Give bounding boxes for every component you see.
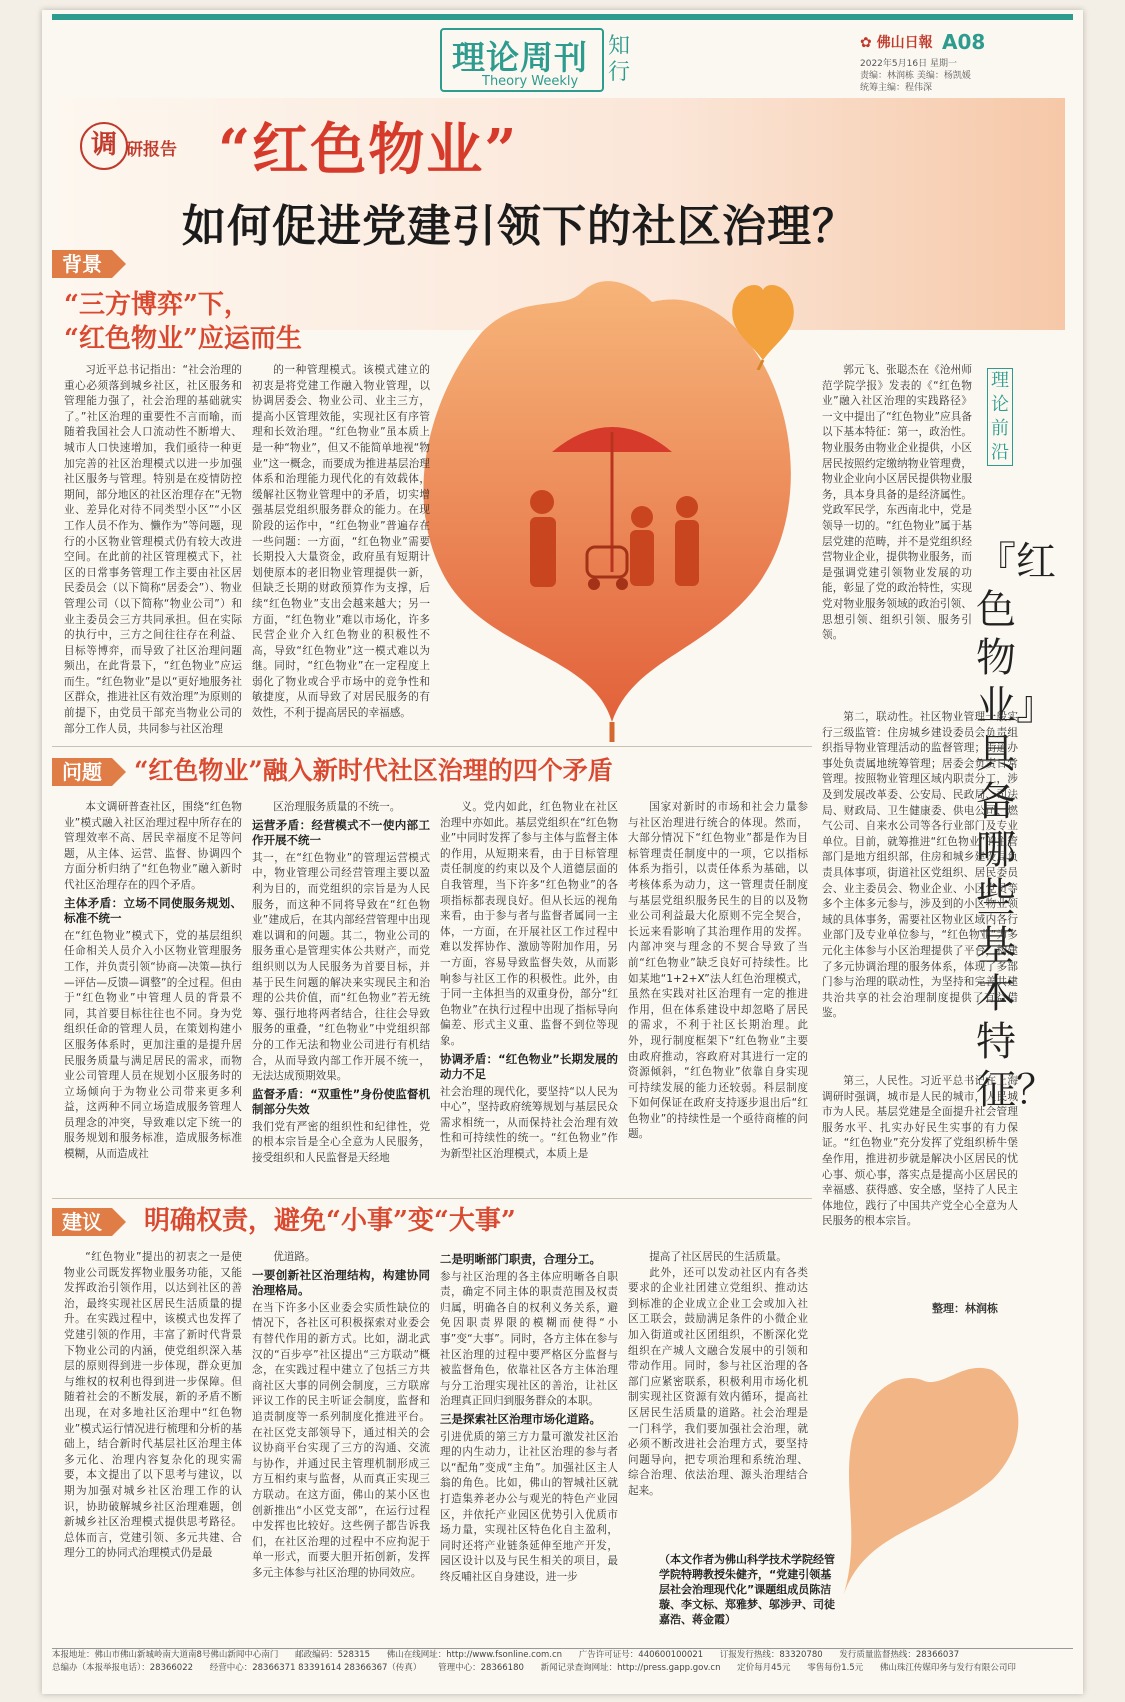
headline-sub: 如何促进党建引领下的社区治理？: [182, 201, 857, 252]
section-tag-background: 背景: [52, 250, 112, 278]
section3-column-1: “红色物业”提出的初衷之一是使物业公司既发挥物业服务功能，又能发挥政治引领作用，以达到社区的善治，最终实现社区居民生活质量的提升。在实践过程中，该模式也发挥了党建引领的作用，丰富了新时代背景下物业公司的内涵，使党组织深入基层的原则得到进一步体现，群众更加与维权的权利也得到进一步保障。但随着社会的不断发展，新的矛盾不断出现，在对多地社区治理中“红色物业”模式运行情况进行梳理和分析的基础上，结合新时代基层社区治理主体多元化、治理内容复杂化的现实需要，本文提出了以下思考与建议，以期为加强对城乡社区治理工作的认识，协助破解城乡社区治理难题，创新城乡社区治理模式提供思考路径。总体而言，党建引领、多元共建、合理分工的协同式治理模式仍是最: [64, 1251, 242, 1560]
section2-col2-body2: 我们党有严密的组织性和纪律性，党的根本宗旨是全心全意为人民服务，接受组织和人民监督是天经地: [252, 1120, 430, 1165]
footer-postcode: 邮政编码：528315: [295, 1650, 371, 1660]
headline-main: “红色物业”: [218, 117, 519, 183]
section1-column-2: 的一种管理模式。该模式建立的初衷是将党建工作融入物业管理，以协调居委会、物业公司、业主三方，提高小区管理效能，实现社区有序管理和长效治理。“红色物业”虽本质上是一种“物业”，但又不能简单地视“物业”这一概念，而要成为推进基层治理体系和治理能力现代化的有效载体，缓解社区物业管理中的矛盾，切实增强基层党组织服务群众的能力。在现阶段的运作中，“红色物业”普遍存在一些问题：一方面，“红色物业”需要长期投入大量资金，政府虽有短期计划使原本的老旧物业管理提供一新，但缺乏长期的财政预算作为支撑，后续“红色物业”支出会越来越大；另一方面，“红色物业”难以市场化，许多民营企业介入红色物业的积极性不高，导致“红色物业”这一模式难以为继。同时，“红色物业”在一定程度上弱化了物业或合乎市场中的竞争性和敏捷度，从而导致了对居民服务的有效性，不利于提高居民的幸福感。: [252, 364, 430, 720]
section3-col4-body: 此外，还可以发动社区内有各类要求的企业社团建立党组织、推动达到标准的企业成立企业工会或加入社区工联会，鼓励满足条件的小微企业加入街道或社区团组织，不断深化党组织在产城人文融合发展中的引领和带动作用。同时，参与社区治理的各部门应紧密联系，积极利用市场化机制实现社区资源有效内循环，提高社区居民生活质量的道路。社会治理是一门科学，我们要加强社会治理，就必须不断改进社会治理方式，要坚持问题导向，把专项治理和系统治理、综合治理、依法治理、源头治理结合起来。: [628, 1266, 808, 1497]
sidebar-text-2: 第二，联动性。社区物业管理一般实行三级监管：住房城乡建设委员会负责组织指导物业管理活动的监督管理；街道办事处负责属地统筹管理；居委会负责日常管理。按照物业管理区域内职责分工，涉及到发展改革委、公安局、民政局、司法局、财政局、卫生健康委、供电公司、燃气公司、自来水公司等各行业部门及专业单位。目前，就筹推进“红色物业”的主管部门是地方组织部，住房和城乡建设局负责具体事项，街道社区党组织、居民委员会、业主委员会、物业企业、小区党员等多个主体多元参与，涉及到的小区物业领域的具体事务，需要社区物业区域内各行业部门及专业单位参与，“红色物业”为多元化主体参与小区治理提供了平台，构建了多元协调治理的服务体系，体现了多部门参与治理的联动性，为坚持和完善共建共治共享的社会治理制度提供了有益借鉴。: [822, 711, 1018, 1020]
section3-col4-intro: 提高了社区居民的生活质量。: [649, 1251, 787, 1263]
small-ginkgo-leaf-icon: [728, 280, 798, 370]
section3-col2-body: 在当下许多小区业委会实质性缺位的情况下，各社区可积极探索对业委会有替代作用的新方式。比如，湖北武汉的“百步亭”社区提出“三方联动”概念，在实践过程中建立了包括三方共商社区大事的同例会制度，三方联席评议工作的民主听证会制度，监督和追责制度等一系列制度化推进平台。在社区党支部领导下，通过相关的会议协商平台实现了三方的沟通、交流与协作，并通过民主管理机制形成三方互相约束与监督，从而真正实现三方联动。在这方面，佛山的某小区也创新推出“小区党支部”，在运行过程中发挥也比较好。这些例子都告诉我们，在社区治理的过程中不应拘泥于单一形式，而要大胆开拓创新，发挥多元主体参与社区治理的协同效应。: [252, 1301, 430, 1579]
masthead-side-label: 知行: [608, 34, 631, 85]
section2-col2-body: 其一，在“红色物业”的管理运营模式中，物业管理公司经营管理主要以盈利为目的，而党组织的宗旨是为人民服务，而这种不同将导致在“红色物业”建成后，在其内部经营管理中出现难以调和的问题。其二，物业公司的服务重心是管理实体公共财产，而党组织则以为人民服务为首要目标，并基于民生问题的解决来实现民主和治理的公共价值，而“红色物业”若无统筹、强行地将两者结合，往往会导致服务的重叠，“红色物业”中党组织部分的工作无法和物业公司进行有机结合，从而导致内部工作开展不统一，无法达成预期效果。: [252, 851, 430, 1083]
section3-col3-body2: 引进优质的第三方力量可激发社区治理的内生动力，让社区治理的参与者以“配角”变成“主角”。加强社区主人翁的角色。比如，佛山的智城社区就打造集养老办公与观光的特色产业园区，并依托产业园区优势引入优质市场力量，实现社区特色化自主盈利，同时还将产业链条延伸至地产开发，园区设计以及与民生相关的项目，最终反哺社区自身建设，进一步: [440, 1430, 618, 1583]
top-color-bar: [52, 14, 1073, 20]
section2-column-2: [252, 800, 430, 1190]
footer-printer: 佛山珠江传媒印务与发行有限公司印: [879, 1663, 1016, 1673]
footer-online: 佛山在线网址：http://www.fsonline.com.cn: [386, 1650, 563, 1660]
section3-column-2: [252, 1250, 430, 1644]
section1-subhead-line2: “红色物业”应运而生: [64, 324, 302, 354]
footer-address: 本报地址：佛山市佛山新城岭南大道南8号佛山新闻中心南门: [52, 1650, 279, 1660]
section2-column-4: 国家对新时的市场和社会力量参与社区治理进行统合的体现。然而，大部分情况下“红色物业”都是作为目标管理责任制度中的一项，它以指标体系为指引，以责任体系为基础，以考核体系为动力，这一管理责任制度与基层党组织服务民生的目的以及物业公司利益最大化原则不完全契合，长远来看影响了其治理作用的发挥。内部冲突与理念的不契合导致了当前“红色物业”缺乏良好可持续性。比如某地“1+2+X”法人红色治理模式，虽然在实践对社区治理有一定的推进作用，但在体系建设中却忽略了居民的需求，不利于社区长期治理。此外，现行制度框架下“红色物业”主要由政府推动，容政府对其进行一定的资源倾斜，“红色物业”依靠自身实现可持续发展的能力还较弱。科层制度下如何保证在政府支持逐步退出后“红色物业”的持续性是一个亟待商榷的问题。: [628, 801, 808, 1141]
section1-subhead-line1: “三方博弈”下，: [64, 290, 250, 320]
sidebar-text-1: 郭元飞、张聪杰在《沧州师范学院学报》发表的《“红色物业”融入社区治理的实践路径》一文中提出了“红色物业”应具备以下基本特征：第一，政治性。物业服务由物业企业提供，小区居民按照约定缴纳物业管理费，物业企业向小区居民提供物业服务，具本身具备的是经济属性。党政军民学，东西南北中，党是领导一切的。“红色物业”属于基层党建的范畴，并不是党组织经营物业企业，提供物业服务，而是强调党建引领物业发展的功能，彰显了党的政治特性，实现党对物业服务领域的政治引领、思想引领、组织引领、服务引领。: [822, 364, 972, 642]
page-number: A08: [942, 30, 986, 54]
sidebar-byline: 整理：林润栋: [932, 1302, 998, 1315]
footer-subscription: 订报发行热线：83320780: [719, 1650, 823, 1660]
paper-name: [860, 32, 933, 52]
footer-ad-license: 广告许可证号：440600100021: [578, 1650, 704, 1660]
section1-column-1: 习近平总书记指出：“社会治理的重心必须落到城乡社区，社区服务和管理能力强了，社会治理的基础就实了。”社区治理的重要性不言而喻，而随着我国社会人口流动性不断增大、城市人口快速增加，我们亟待一种更加完善的社区治理模式以进一步加强社区服务与管理。特别是在疫情防控期间，部分地区的社区治理存在“无物业、差异化对待不同类型小区”“小区工作人员不作为、懒作为”等问题，现行的小区物业管理模式仍有较大改进空间。在此前的社区管理模式下，社区的日常事务管理工作主要由社区居民委员会（以下简称“居委会”）、物业管理公司（以下简称“物业公司”）和业主委员会三方共同承担。但在实际的执行中，三方之间往往存在利益、目标等博弈，而导致了社区治理问题频出，在此背景下，“红色物业”应运而生。“红色物业”是以“更好地服务社区群众，推进社区有效治理”为原则的前提下，由党员干部充当物业公司的部分工作人员，共同参与社区治理: [64, 364, 242, 735]
footer-biz-center: 经营中心：28366371 83391614 28366367（传真）: [209, 1663, 422, 1673]
section3-heading-duties: 二是明晰部门职责，合理分工。: [440, 1252, 601, 1266]
sidebar-title: 『红色物业』具备哪些基本特征？: [976, 539, 1056, 1113]
footer-chief-office: 总编办（本报举报电话）：28366022: [52, 1663, 194, 1673]
section2-column-3: [440, 800, 618, 1190]
section-tag-problems: 问题: [52, 758, 112, 786]
footer-price: 定价每月45元: [737, 1663, 791, 1673]
section-tag-suggestions: 建议: [52, 1208, 112, 1236]
section2-col2-intro: 区治理服务质量的不统一。: [273, 801, 401, 813]
footer-retail: 零售每份1.5元: [807, 1663, 864, 1673]
footer-mgmt: 管理中心：28366180: [438, 1663, 524, 1673]
masthead-title-en: Theory Weekly: [482, 74, 579, 89]
section3-heading-market: 三是探索社区治理市场化道路。: [440, 1411, 601, 1426]
section3-subhead: 明确权责，避免“小事”变“大事”: [144, 1206, 516, 1236]
author-credit: （本文作者为佛山科学技术学院经管学院特聘教授朱健齐，“党建引领基层社会治理现代化”课题组成员陈洁璇、李文标、郑雅梦、邬涉尹、司徒嘉浩、蒋金霞）: [659, 1553, 835, 1626]
issue-date: 2022年5月16日 星期一: [860, 59, 957, 69]
footer-distribution: 发行质量监督热线：28366037: [839, 1650, 960, 1660]
section2-heading-coordination: 协调矛盾：“红色物业”长期发展的动力不足: [440, 1051, 618, 1082]
section2-col3-body: 义。党内如此，红色物业在社区治理中亦如此。基层党组织在“红色物业”中同时发挥了参与主体与监督主体的作用，从短期来看，由于目标管理责任制度的约束以及个人道德层面的自我管理，当下许多“红色物业”的各项指标都表现良好。但从长远的视角来看，由于参与者与监督者属同一主体，一方面，在开展社区工作过程中难以发挥协作、激励等附加作用，另一方面，容易导致监督失效，从而影响参与社区工作的积极性。此外，由于同一主体担当的双重身份，部分“红色物业”在执行过程中出现了指标导向偏差、形式主义重、监督不到位等现象。: [440, 801, 618, 1047]
section-divider: [52, 746, 812, 747]
footer-archive: 新闻记录查询网址：http://press.gapp.gov.cn: [540, 1663, 721, 1673]
paper-logo-icon: ✿: [860, 35, 872, 51]
chief-editor: 统筹主编：程伟深: [860, 83, 933, 93]
newspaper-page: [42, 10, 1083, 1694]
section3-col3-body: 参与社区治理的各主体应明晰各自职责，确定不同主体的职责范围及权责归属，明确各自的权利义务关系，避免因职责界限的模糊而使得“小事”变“大事”。同时，各方主体在参与社区治理的过程中要严格区分监督与被监督角色，依靠社区各方主体治理与分工治理实现社区的善治，让社区治理真正回归到服务群众的本职。: [440, 1270, 618, 1408]
sidebar-label: 理论前沿: [987, 368, 1013, 466]
research-badge: 调: [80, 122, 128, 170]
section2-heading-operation: 运营矛盾：经营模式不一使内部工作开展不统一: [252, 817, 430, 848]
section2-subhead: “红色物业”融入新时代社区治理的四个矛盾: [134, 756, 613, 785]
section2-col1-intro: 本文调研普查社区，围绕“红色物业”模式融入社区治理过程中所存在的管理效率不高、居民幸福度不足等问题，从主体、运营、监督、协调四个方面分析归纳了“红色物业”融入新时代社区治理存在的四个矛盾。: [64, 801, 242, 891]
paper-name-text: 佛山日報: [876, 35, 933, 51]
section2-col3-body2: 社会治理的现代化，要坚持“以人民为中心”，坚持政府统筹规划与基层民众需求相统一，从而保持社会治理有效性和可持续性的统一。“红色物业”作为新型社区治理模式，本质上是: [440, 1085, 618, 1161]
section2-heading-subject: 主体矛盾：立场不同使服务规划、标准不统一: [64, 895, 242, 926]
section3-col2-intro: 优道路。: [273, 1251, 316, 1263]
sidebar-text-3: 第三，人民性。习近平总书记在上海调研时强调，城市是人民的城市，人民城市为人民。基层党建是全面提升社会管理服务水平、扎实办好民生实事的有力保证。“红色物业”充分发挥了党组织桥牛堡垒作用，推进初步就是解决小区居民的忧心事、烦心事，落实点是提高小区居民的幸福感、获得感、安全感，坚持了人民主体地位，践行了中国共产党全心全意为人民服务的根本宗旨。: [822, 1075, 1018, 1228]
section3-column-3: [440, 1250, 618, 1644]
editors: 责编：林润栋 美编：杨凯媛: [860, 71, 971, 81]
section3-column-4: [628, 1250, 808, 1546]
section-divider: [52, 1198, 812, 1199]
research-badge-label: 研报告: [126, 140, 177, 160]
masthead-title: 理论周刊: [452, 38, 588, 77]
section3-heading-structure: 一要创新社区治理结构，构建协同治理格局。: [252, 1267, 430, 1298]
page-footer: [52, 1648, 1073, 1689]
section2-column-1: [64, 800, 242, 1190]
section2-heading-supervision: 监督矛盾：“双重性”身份使监督机制部分失效: [252, 1086, 430, 1117]
section2-col1-body: 在“红色物业”模式下，党的基层组织任命相关人员介入小区物业管理服务工作，并负责引领“协商—决策—执行—评估—反馈—调整”的全过程。但由于“红色物业”中管理人员的背景不同，其首要目标往往也不同。身为党组织任命的管理人员，在策划构建小区服务体系时，更加注重的是提升居民服务质量与满足居民的需求，而物业公司管理人员在规划小区服务时的立场倾向于为物业公司带来更多利益，这两种不同立场造成服务管理人员理念的冲突，导致难以定下统一的服务规划和服务标准，造成服务标准模糊，从而造成社: [64, 929, 242, 1161]
